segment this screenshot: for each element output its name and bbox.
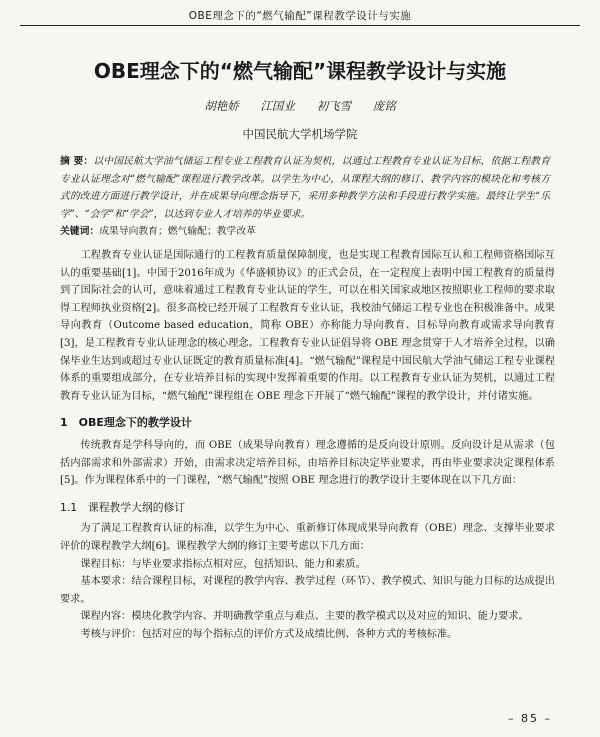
keywords-text: 成果导向教育；燃气输配；教学改革 xyxy=(99,226,256,237)
affiliation: 中国民航大学机场学院 xyxy=(242,127,358,141)
paper-title: OBE理念下的“燃气输配”课程教学设计与实施 xyxy=(93,59,507,83)
subsection-heading: 1.1 课程教学大纲的修订 xyxy=(60,500,186,514)
abstract xyxy=(60,153,550,223)
abstract-text: 以中国民航大学油气储运工程专业工程教育认证为契机，以通过工程教育专业认证为目标，依据工程教育专业认证理念对“燃气输配”课程进行教学改革。以学生为中心，从课程大纲的修订、教学内容的模块化和考核方式的改进方面进行教学设计，并在成果导向理念指导下，采用多种教学方法和手段进行教学实施。最终让学生“乐学”、“会学”和“学会”，以达到专业人才培养的毕业要求。 xyxy=(60,156,550,220)
paragraph: 基本要求：结合课程目标，对课程的教学内容、教学过程（环节）、教学模式、知识与能力目标的达成提出要求。 xyxy=(60,576,555,605)
paragraph: 课程目标：与毕业要求指标点相对应，包括知识、能力和素质。 xyxy=(80,558,366,570)
body-text xyxy=(60,247,555,643)
paragraph: 传统教育是学科导向的，而 OBE（成果导向教育）理念遵循的是反向设计原则。反向设计是从需求（包括内部需求和外部需求）开始，由需求决定培养目标，由培养目标决定毕业要求，再由毕业要求决定课程体系[5]。作为课程体系中的一门课程，“燃气输配”按照 OBE 理念进行的教学设计主要体现在以下几方面： xyxy=(60,439,555,487)
paragraph: 考核与评价：包括对应的每个指标点的评价方式及成绩比例、各种方式的考核标准。 xyxy=(80,628,458,640)
paragraph: 课程内容：模块化教学内容、并明确教学重点与难点、主要的教学模式以及对应的知识、能力要求。 xyxy=(80,611,529,623)
header-rule xyxy=(20,25,580,26)
authors: 胡艳娇 江国业 初飞雪 庞铭 xyxy=(204,99,396,113)
paragraph: 为了满足工程教育认证的标准，以学生为中心、重新修订体现成果导向教育（OBE）理念、支撑毕业要求评价的课程教学大纲[6]。课程教学大纲的修订主要考虑以下几方面： xyxy=(60,523,555,552)
page-number: – 85 – xyxy=(508,712,552,725)
keywords xyxy=(60,224,550,240)
abstract-label: 摘 要： xyxy=(60,156,94,167)
keywords-label: 关键词： xyxy=(60,226,100,237)
section-heading: 1 OBE理念下的教学设计 xyxy=(60,416,192,430)
paragraph: 工程教育专业认证是国际通行的工程教育质量保障制度，也是实现工程教育国际互认和工程师资格国际互认的重要基础[1]。中国于2016年成为《华盛顿协议》的正式会员，在一定程度上表明中国工程教育的质量得到了国际社会的认可，意味着通过工程教育专业认证的学生，可以在相关国家或地区按照职业工程师的要求取得工程师执业资格[2]。很多高校已经开展了工程教育专业认证，我校油气储运工程专业也在积极准备中。成果导向教育（Outcome based education，简称 OBE）亦称能力导向教育、目标导向教育或需求导向教育[3]，是工程教育专业认证理念的核心理念。工程教育专业认证倡导将 OBE 理念贯穿于人才培养全过程，以确保毕业生达到或超过专业认证既定的教育质量标准[4]。“燃气输配”课程是中国民航大学油气储运工程专业课程体系的重要组成部分，在专业培养目标的实现中发挥着重要的作用。以工程教育专业认证为契机，以通过工程教育专业认证为目标，“燃气输配”课程组在 OBE 理念下开展了“燃气输配”课程的教学设计，并付诸实施。 xyxy=(60,250,555,402)
running-head: OBE理念下的“燃气输配”课程教学设计与实施 xyxy=(188,10,412,22)
